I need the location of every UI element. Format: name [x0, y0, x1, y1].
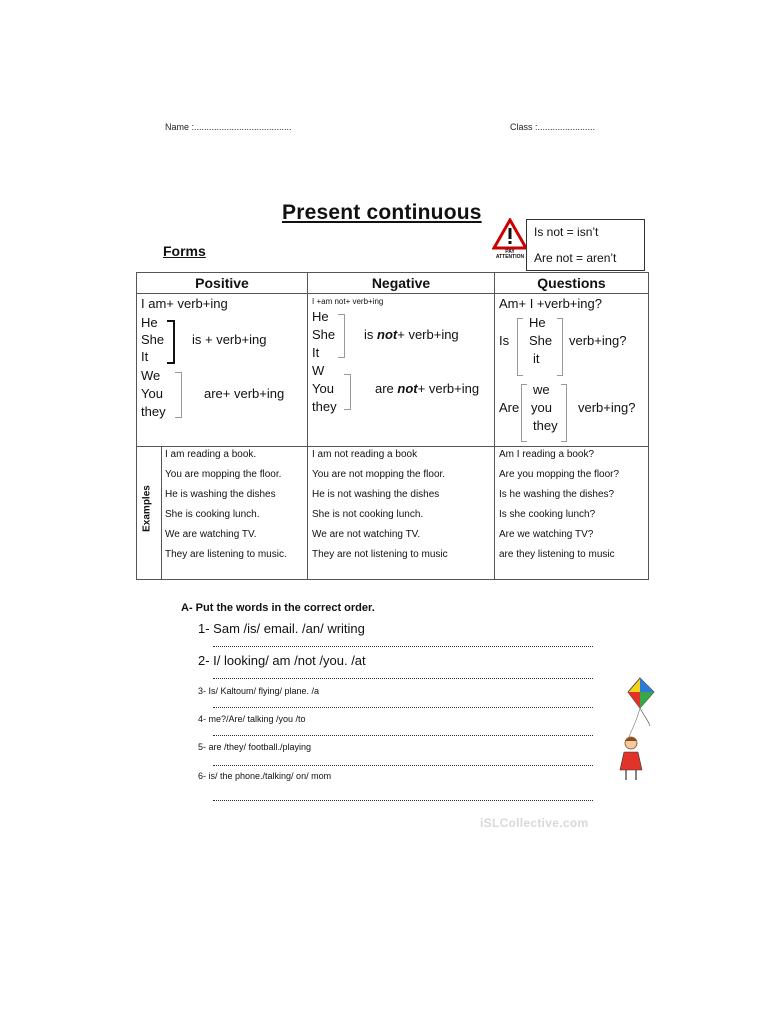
list-item: Are we watching TV?	[499, 529, 594, 540]
positive-she: She	[141, 332, 165, 347]
positive-are-rule: are+ verb+ing	[204, 386, 285, 401]
class-field: Class :.......................	[510, 122, 596, 132]
pay-attention-label: PAY ATTENTION	[495, 249, 525, 260]
questions-it: it	[533, 351, 540, 366]
kite-girl-illustration	[610, 676, 662, 786]
exercise-item-6: 6- is/ the phone./talking/ on/ mom	[198, 771, 332, 781]
questions-brace-1-left	[517, 318, 523, 376]
attention-line-2: Are not = aren’t	[534, 251, 617, 265]
questions-brace-2-right	[561, 384, 567, 442]
negative-are-rule	[375, 381, 479, 396]
negative-is-pre: is	[364, 327, 374, 342]
negative-are-post: + verb+ing	[417, 381, 480, 396]
questions-are: Are	[499, 400, 520, 415]
examples-label-column	[137, 447, 162, 579]
questions-we: we	[533, 382, 550, 397]
questions-you: you	[531, 400, 552, 415]
positive-we: We	[141, 368, 161, 383]
list-item: They are listening to music.	[165, 549, 287, 560]
positive-you: You	[141, 386, 163, 401]
forms-label: Forms	[163, 243, 206, 259]
positive-examples-cell	[137, 447, 308, 580]
list-item: She is not cooking lunch.	[312, 509, 424, 520]
negative-they: they	[312, 399, 337, 414]
exercise-item-3: 3- Is/ Kaltoum/ flying/ plane. /a	[198, 686, 320, 696]
list-item: You are not mopping the floor.	[312, 469, 446, 480]
name-field: Name :.......................................	[165, 122, 292, 132]
negative-he: He	[312, 309, 329, 324]
answer-line-4[interactable]	[213, 735, 593, 736]
negative-it: It	[312, 345, 320, 360]
list-item: You are mopping the floor.	[165, 469, 282, 480]
examples-row	[137, 447, 649, 580]
exercise-heading: A- Put the words in the correct order.	[181, 602, 375, 614]
negative-line-1: I +am not+ verb+ing	[312, 297, 384, 306]
warning-icon	[492, 218, 528, 266]
negative-are-not: not	[397, 381, 418, 396]
questions-brace-1-right	[557, 318, 563, 376]
forms-row	[137, 294, 649, 447]
page-title: Present continuous	[282, 201, 482, 224]
watermark: iSLCollective.com	[480, 816, 589, 830]
list-item: I am not reading a book	[312, 449, 418, 460]
list-item: Am I reading a book?	[499, 449, 595, 460]
examples-label: Examples	[141, 485, 153, 532]
questions-forms-cell	[495, 294, 649, 447]
positive-brace-1	[167, 320, 175, 364]
positive-is-rule: is + verb+ing	[192, 332, 267, 347]
list-item: We are watching TV.	[165, 529, 257, 540]
list-item: They are not listening to music	[312, 549, 448, 560]
positive-forms-cell	[137, 294, 308, 447]
exercise-item-4: 4- me?/Are/ talking /you /to	[198, 714, 306, 724]
negative-she: She	[312, 327, 336, 342]
answer-line-2[interactable]	[213, 678, 593, 679]
negative-you: You	[312, 381, 334, 396]
negative-are-pre: are	[375, 381, 394, 396]
negative-is-post: + verb+ing	[397, 327, 459, 342]
questions-is: Is	[499, 333, 510, 348]
list-item: Is he washing the dishes?	[499, 489, 615, 500]
positive-line-1: I am+ verb+ing	[141, 296, 228, 311]
header-questions: Questions	[495, 273, 649, 294]
negative-brace-2	[344, 374, 351, 410]
questions-he: He	[529, 315, 546, 330]
header-positive: Positive	[137, 273, 308, 294]
answer-line-5[interactable]	[213, 765, 593, 766]
attention-box	[526, 219, 645, 271]
negative-is-not: not	[377, 327, 398, 342]
positive-examples-list	[161, 447, 308, 579]
negative-w: W	[312, 363, 325, 378]
questions-is-rule: verb+ing?	[569, 333, 627, 348]
answer-line-3[interactable]	[213, 707, 593, 708]
list-item: He is washing the dishes	[165, 489, 276, 500]
table-header-row	[137, 273, 649, 294]
positive-he: He	[141, 315, 158, 330]
questions-examples-cell	[495, 447, 649, 580]
grammar-table	[136, 272, 649, 580]
questions-line-1: Am+ I +verb+ing?	[499, 296, 602, 311]
positive-they: they	[141, 404, 166, 419]
questions-brace-2-left	[521, 384, 527, 442]
questions-are-rule: verb+ing?	[578, 400, 636, 415]
exercise-item-1: 1- Sam /is/ email. /an/ writing	[198, 621, 365, 636]
negative-forms-cell	[308, 294, 495, 447]
answer-line-1[interactable]	[213, 646, 593, 647]
negative-is-rule	[364, 327, 459, 342]
questions-they: they	[533, 418, 558, 433]
list-item: He is not washing the dishes	[312, 489, 440, 500]
header-negative: Negative	[308, 273, 495, 294]
list-item: are they listening to music	[499, 549, 615, 560]
attention-line-1: Is not = isn’t	[534, 225, 599, 239]
list-item: We are not watching TV.	[312, 529, 421, 540]
list-item: I am reading a book.	[165, 449, 257, 460]
negative-examples-cell	[308, 447, 495, 580]
questions-she: She	[529, 333, 553, 348]
positive-brace-2	[175, 372, 182, 418]
list-item: Are you mopping the floor?	[499, 469, 620, 480]
exercise-item-2: 2- I/ looking/ am /not /you. /at	[198, 653, 366, 668]
positive-it: It	[141, 349, 149, 364]
negative-brace-1	[338, 314, 345, 358]
answer-line-6[interactable]	[213, 800, 593, 801]
list-item: She is cooking lunch.	[165, 509, 260, 520]
list-item: Is she cooking lunch?	[499, 509, 596, 520]
exercise-item-5: 5- are /they/ football./playing	[198, 742, 312, 752]
